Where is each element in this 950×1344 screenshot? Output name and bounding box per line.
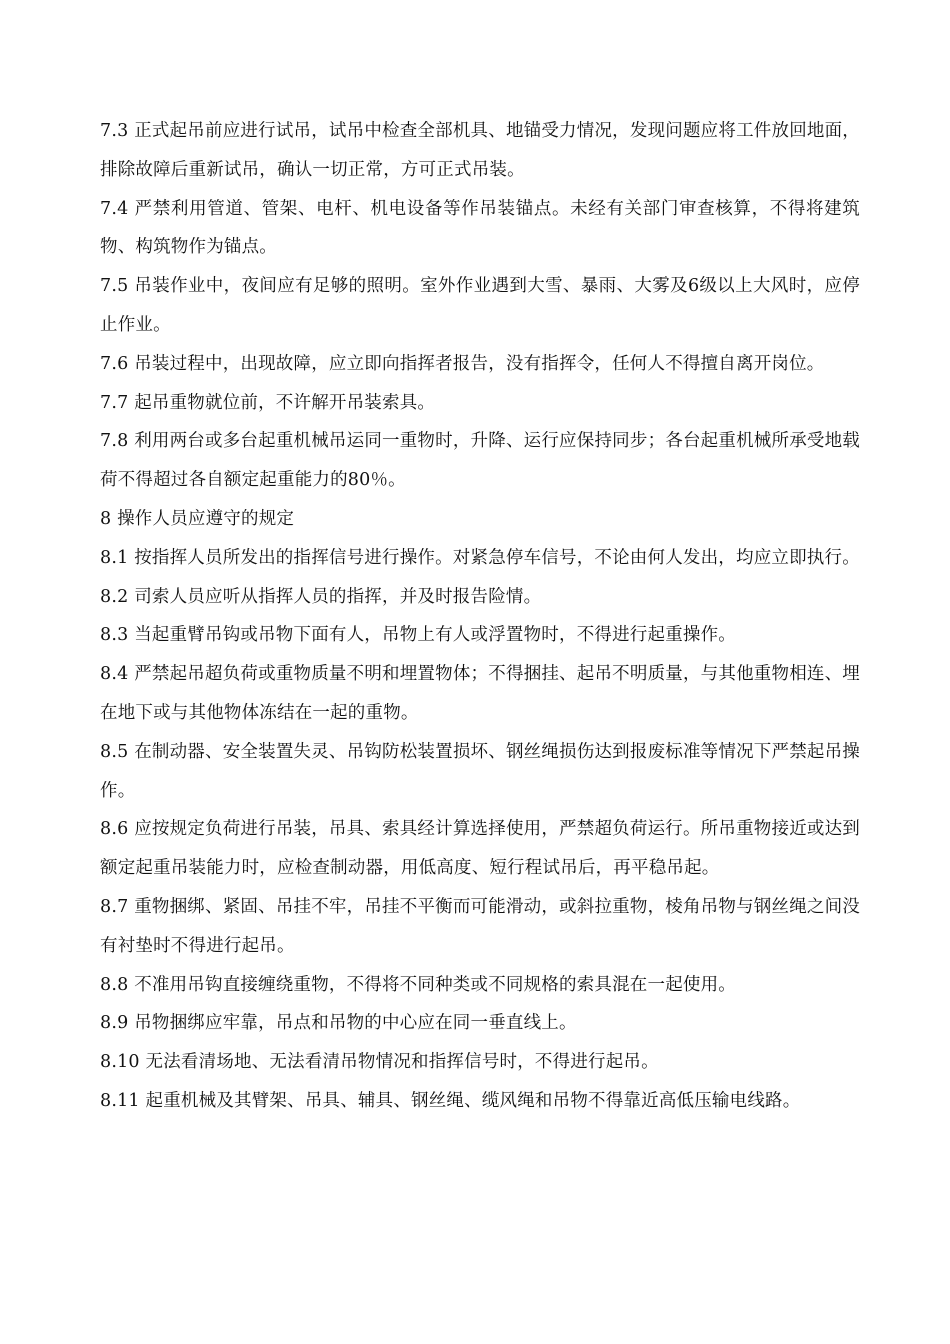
paragraph-8-6: 8.6 应按规定负荷进行吊装，吊具、索具经计算选择使用，严禁超负荷运行。所吊重物接近或达到额定起重吊装能力时，应检查制动器，用低高度、短行程试吊后，再平稳吊起。 xyxy=(100,819,860,879)
paragraph-7-7: 7.7 起吊重物就位前，不许解开吊装索具。 xyxy=(100,392,436,413)
paragraph-8-10: 8.10 无法看清场地、无法看清吊物情况和指挥信号时，不得进行起吊。 xyxy=(100,1052,659,1073)
section-heading-8: 8 操作人员应遵守的规定 xyxy=(100,508,295,529)
paragraph-8-11: 8.11 起重机械及其臂架、吊具、辅具、钢丝绳、缆风绳和吊物不得靠近高低压输电线路。 xyxy=(100,1090,801,1111)
paragraph-8-2: 8.2 司索人员应听从指挥人员的指挥，并及时报告险情。 xyxy=(100,586,542,607)
paragraph-8-1: 8.1 按指挥人员所发出的指挥信号进行操作。对紧急停车信号，不论由何人发出，均应立即执行。 xyxy=(100,547,860,568)
paragraph-7-8: 7.8 利用两台或多台起重机械吊运同一重物时，升降、运行应保持同步；各台起重机械所承受地载荷不得超过各自额定起重能力的80％。 xyxy=(100,431,860,491)
paragraph-8-7: 8.7 重物捆绑、紧固、吊挂不牢，吊挂不平衡而可能滑动，或斜拉重物，棱角吊物与钢丝绳之间没有衬垫时不得进行起吊。 xyxy=(100,896,860,956)
paragraph-8-9: 8.9 吊物捆绑应牢靠，吊点和吊物的中心应在同一垂直线上。 xyxy=(100,1013,577,1034)
paragraph-8-8: 8.8 不准用吊钩直接缠绕重物，不得将不同种类或不同规格的索具混在一起使用。 xyxy=(100,974,736,995)
paragraph-7-6: 7.6 吊装过程中，出现故障，应立即向指挥者报告，没有指挥令，任何人不得擅自离开岗位。 xyxy=(100,353,825,374)
paragraph-7-5: 7.5 吊装作业中，夜间应有足够的照明。室外作业遇到大雪、暴雨、大雾及6级以上大风时，应停止作业。 xyxy=(100,276,860,335)
paragraph-8-4: 8.4 严禁起吊超负荷或重物质量不明和埋置物体；不得捆挂、起吊不明质量，与其他重物相连、埋在地下或与其他物体冻结在一起的重物。 xyxy=(100,664,860,723)
document-page xyxy=(100,112,860,1121)
paragraph-8-3: 8.3 当起重臂吊钩或吊物下面有人，吊物上有人或浮置物时，不得进行起重操作。 xyxy=(100,625,736,646)
paragraph-7-4: 7.4 严禁利用管道、管架、电杆、机电设备等作吊装锚点。未经有关部门审查核算，不得将建筑物、构筑物作为锚点。 xyxy=(100,198,860,258)
paragraph-8-5: 8.5 在制动器、安全装置失灵、吊钩防松装置损坏、钢丝绳损伤达到报废标准等情况下严禁起吊操作。 xyxy=(100,741,860,801)
paragraph-7-3: 7.3 正式起吊前应进行试吊，试吊中检查全部机具、地锚受力情况，发现问题应将工件放回地面，排除故障后重新试吊，确认一切正常，方可正式吊装。 xyxy=(100,121,860,180)
